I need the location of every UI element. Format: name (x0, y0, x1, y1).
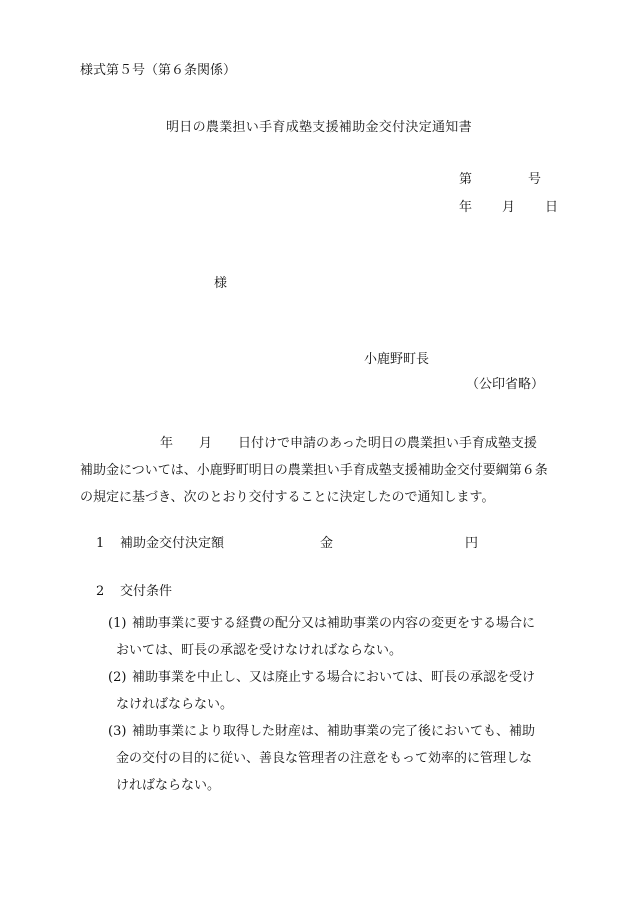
number-prefix: 第 (459, 172, 473, 187)
item-2-number: 2 (96, 584, 105, 599)
document-title: 明日の農業担い手育成塾支援補助金交付決定通知書 (166, 120, 472, 135)
date-year: 年 (459, 200, 473, 215)
condition-line: 補助事業により取得した財産は、補助事業の完了後においても、補助 (132, 724, 536, 739)
amount-prefix: 金 (320, 536, 334, 551)
date-month: 月 (502, 200, 516, 215)
conditions-label: 交付条件 (120, 584, 173, 599)
amount-suffix: 円 (465, 536, 479, 551)
condition-line: ければならない。 (116, 778, 221, 793)
condition-line: 金の交付の目的に従い、善良な管理者の注意をもって効率的に管理しな (116, 751, 533, 766)
condition-marker: (3) (108, 724, 127, 739)
conditions-heading (96, 585, 172, 598)
number-suffix: 号 (528, 172, 542, 187)
condition-line: おいては、町長の承認を受けなければならない。 (116, 643, 403, 658)
notification-body (80, 430, 560, 511)
body-line-1-rest: 日付けで申請のあった明日の農業担い手育成塾支援 (238, 436, 537, 451)
reference-number (459, 173, 541, 186)
condition-line: なければならない。 (116, 697, 234, 712)
seal-omitted-note: （公印省略） (466, 377, 545, 392)
item-1-number: 1 (96, 536, 105, 551)
issue-date (459, 201, 558, 214)
body-line-3: の規定に基づき、次のとおり交付することに決定したので通知します。 (80, 490, 495, 505)
grant-amount-label: 補助金交付決定額 (120, 536, 225, 551)
addressee-honorific: 様 (214, 276, 228, 291)
condition-line: 補助事業を中止し、又は廃止する場合においては、町長の承認を受け (132, 670, 536, 685)
condition-marker: (1) (108, 616, 127, 631)
date-day: 日 (545, 200, 559, 215)
body-month: 月 (199, 436, 213, 451)
condition-marker: (2) (108, 670, 127, 685)
grant-amount-item (96, 537, 478, 550)
condition-item (108, 664, 568, 718)
body-line-1 (80, 430, 560, 457)
condition-item (108, 610, 568, 664)
condition-item (108, 718, 568, 799)
body-year: 年 (160, 436, 174, 451)
condition-line: 補助事業に要する経費の配分又は補助事業の内容の変更をする場合に (132, 616, 536, 631)
body-line-2: 補助金については、小鹿野町明日の農業担い手育成塾支援補助金交付要綱第６条 (80, 463, 548, 478)
conditions-list (108, 610, 568, 799)
form-number: 様式第５号（第６条関係） (80, 63, 237, 78)
issuer-name: 小鹿野町長 (364, 352, 430, 367)
